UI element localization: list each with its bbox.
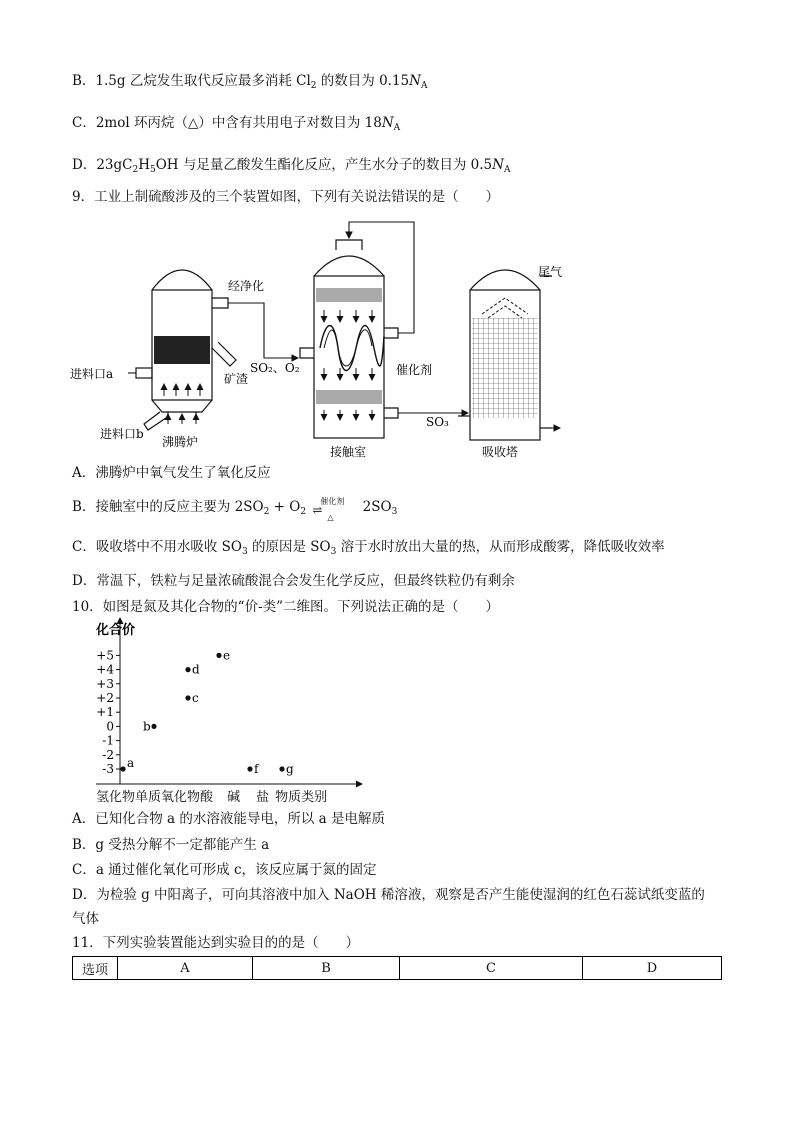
table-header-cell: C	[400, 957, 583, 980]
y-tick-label: 0	[106, 719, 114, 734]
furnace-ore-bed	[154, 336, 210, 364]
label-gas-in: SO₂、O₂	[250, 361, 300, 375]
point-f	[247, 766, 252, 771]
x-tick-label: 氢化物	[96, 790, 136, 805]
point-c	[185, 695, 190, 700]
q10-option-a: A．已知化合物 a 的水溶液能导电，所以 a 是电解质	[72, 811, 386, 827]
q8-option-b: B．1.5g 乙烷发生取代反应最多消耗 $Cl_2$ 的数目为 $0.15N_A$	[72, 73, 428, 91]
valence-class-chart	[66, 614, 366, 806]
catalyst-layer-top	[316, 288, 382, 302]
point-label-a: a	[127, 756, 135, 770]
label-furnace: 沸腾炉	[162, 435, 199, 449]
label-so3: SO₃	[426, 415, 449, 429]
q11-options-table	[72, 956, 722, 980]
point-label-d: d	[192, 662, 200, 677]
point-e	[216, 653, 221, 658]
label-inlet-a: 进料口a	[70, 367, 114, 381]
table-header-cell: D	[583, 957, 722, 980]
label-purify: 经净化	[228, 279, 265, 293]
x-axis-categories	[96, 789, 327, 807]
q9-stem: 9．工业上制硫酸涉及的三个装置如图，下列有关说法错误的是（ ）	[72, 189, 500, 205]
point-b	[151, 724, 156, 729]
q9-option-d: D．常温下，铁粒与足量浓硫酸混合会发生化学反应，但最终铁粒仍有剩余	[72, 573, 515, 589]
y-tick-label: +3	[96, 676, 114, 691]
y-tick-label: -3	[102, 762, 114, 776]
q11-stem: 11．下列实验装置能达到实验目的的是（ ）	[72, 935, 360, 951]
q9-option-c: C．吸收塔中不用水吸收 $SO_3$ 的原因是 $SO_3$ 溶于水时放出大量的热，从而形成酸雾，降低吸收效率	[72, 539, 665, 557]
y-axis-label: 化合价	[96, 623, 136, 638]
y-tick-label: -2	[102, 747, 114, 762]
table-header-cell: 选项	[73, 957, 118, 980]
point-label-e: e	[223, 648, 231, 663]
catalyst-layer-bottom	[316, 390, 382, 404]
point-d	[185, 667, 190, 672]
y-tick-label: +1	[96, 705, 114, 720]
label-absorber: 吸收塔	[482, 445, 519, 459]
table-header-cell: A	[118, 957, 253, 980]
point-a	[120, 766, 125, 771]
label-catalyst: 催化剂	[396, 363, 433, 377]
y-tick-label: -1	[102, 733, 114, 748]
sulfuric-acid-process-diagram	[68, 218, 568, 463]
q10-stem: 10．如图是氮及其化合物的“价-类”二维图。下列说法正确的是（ ）	[72, 599, 500, 615]
y-tick-label: +2	[96, 691, 114, 705]
q8-option-d: D．$23gC_2H_5OH$ 与足量乙酸发生酯化反应，产生水分子的数目为 $0.5N_A$	[72, 157, 511, 175]
x-tick-label: 盐	[256, 790, 270, 805]
table-header-cell: B	[253, 957, 400, 980]
point-g	[279, 766, 284, 771]
point-label-b: b	[143, 719, 151, 734]
x-tick-label: 碱	[227, 790, 241, 805]
q9-option-b: B．接触室中的反应主要为 $2SO_2 + O_2$ 催化剂 ⇌ △ $2SO_3$	[72, 496, 398, 522]
label-tail-gas: 尾气	[538, 265, 563, 279]
label-contact-chamber: 接触室	[330, 445, 367, 459]
label-slag: 矿渣	[224, 372, 249, 386]
y-tick-label: +4	[96, 662, 114, 677]
q9-option-a: A．沸腾炉中氧气发生了氧化反应	[72, 465, 271, 481]
q8-option-c: C．2mol 环丙烷（△）中含有共用电子对数目为 $18N_A$	[72, 115, 401, 133]
absorber-packing	[472, 318, 538, 418]
q10-option-c: C．a 通过催化氧化可形成 c，该反应属于氮的固定	[72, 862, 377, 878]
q10-option-d-cont: 气体	[72, 911, 99, 927]
point-label-g: g	[286, 762, 294, 776]
q10-option-b: B．g 受热分解不一定都能产生 a	[72, 837, 270, 853]
x-tick-label: 单质	[135, 790, 162, 805]
x-tick-label: 酸	[200, 790, 214, 805]
equilibrium-arrow: 催化剂 ⇌ △	[312, 496, 345, 522]
x-axis-label: 物质类别	[275, 790, 328, 805]
x-tick-label: 氧化物	[161, 790, 201, 805]
label-inlet-b: 进料口b	[100, 427, 144, 441]
point-label-f: f	[254, 762, 259, 776]
q10-option-d: D．为检验 g 中阳离子，可向其溶液中加入 NaOH 稀溶液，观察是否产生能使湿润的红色石蕊试纸变蓝的	[72, 887, 705, 903]
point-label-c: c	[192, 691, 199, 705]
y-tick-label: +5	[96, 648, 114, 663]
